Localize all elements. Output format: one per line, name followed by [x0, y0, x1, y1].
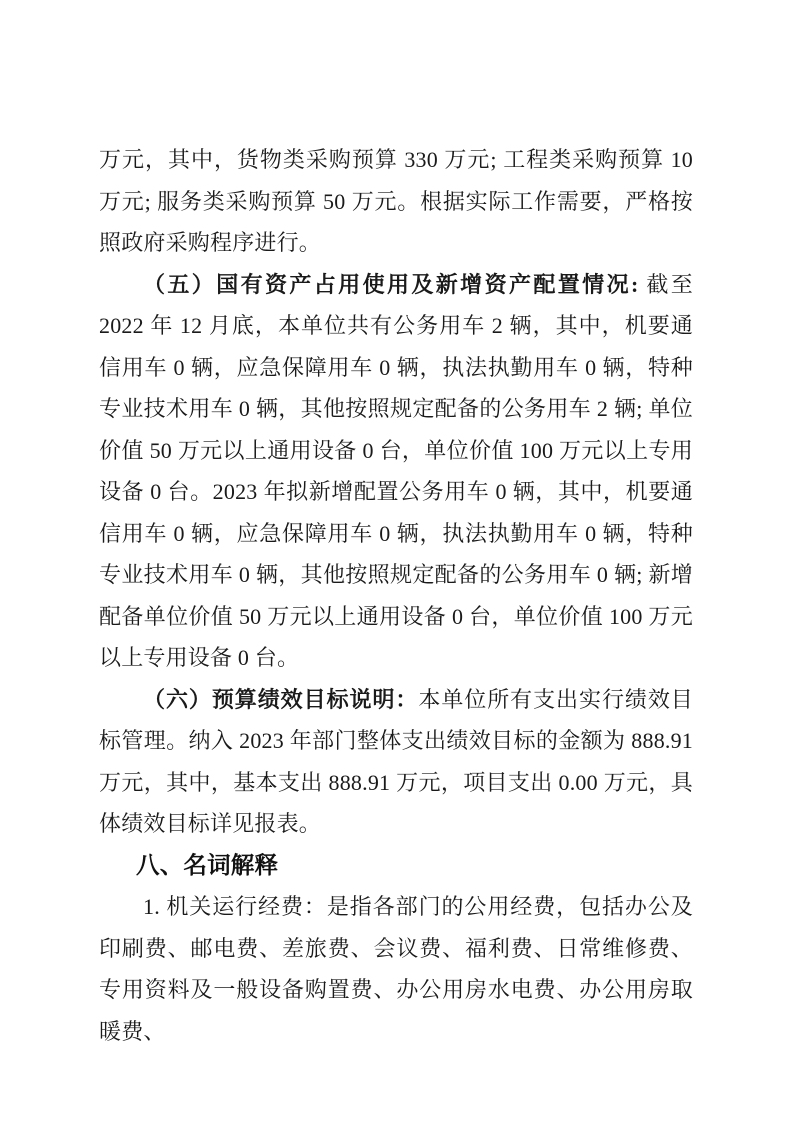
- paragraph-performance-targets: [99, 679, 693, 845]
- section-6-body: 本单位所有支出实行绩效目标管理。纳入 2023 年部门整体支出绩效目标的金额为 888.91 万元，其中，基本支出 888.91 万元，项目支出 0.00 万元，具体绩效目标详见报表。: [99, 686, 693, 836]
- section-5-body: 截至 2022 年 12 月底，本单位共有公务用车 2 辆，其中，机要通信用车 0 辆，应急保障用车 0 辆，执法执勤用车 0 辆，特种专业技术用车 0 辆，其他按照规定配备的公务用车 2 辆; 单位价值 50 万元以上通用设备 0 台，单位价值 100 万元以上专用设备 0 台。2023 年拟新增配置公务用车 0 辆，其中，机要通信用车 0 辆，应急保障用车 0 辆，执法执勤用车 0 辆，特种专业技术用车 0 辆，其他按照规定配备的公务用车 0 辆; 新增配备单位价值 50 万元以上通用设备 0 台，单位价值 100 万元以上专用设备 0 台。: [99, 271, 693, 670]
- paragraph-term-agency-operating-expenses: 1. 机关运行经费：是指各部门的公用经费，包括办公及印刷费、邮电费、差旅费、会议费、福利费、日常维修费、专用资料及一般设备购置费、办公用房水电费、办公用房取暖费、: [99, 894, 693, 1044]
- paragraph-state-assets: [99, 264, 693, 679]
- document-content: [99, 139, 693, 1052]
- paragraph-procurement-continuation: 万元，其中，货物类采购预算 330 万元; 工程类采购预算 10 万元; 服务类采购预算 50 万元。根据实际工作需要，严格按照政府采购程序进行。: [99, 147, 693, 255]
- section-6-lead: （六）预算绩效目标说明：: [143, 686, 419, 712]
- heading-terminology: 八、名词解释: [136, 851, 279, 878]
- section-5-lead: （五）国有资产占用使用及新增资产配置情况:: [143, 271, 639, 297]
